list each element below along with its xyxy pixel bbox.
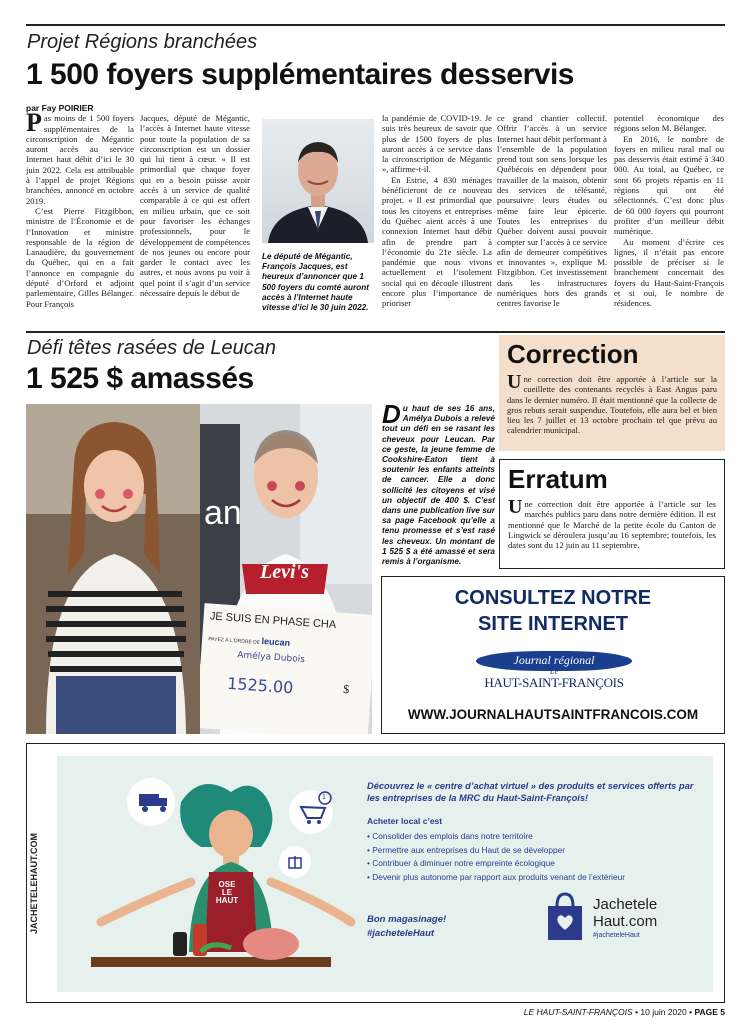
shirt-logo: Levi's (260, 561, 309, 583)
bullet-item: • Permettre aux entreprises du Haut de se développer (367, 844, 565, 855)
article1-column-3 (382, 113, 492, 328)
byline: par Fay POIRIER (26, 103, 94, 113)
paragraph: ce grand chantier collectif. Offrir l’accès à un service Internet haut débit performant à l’ensemble de la population prend tout son sens lorsque les Québécois en dépendent pour travailler de la maison, obtenir des services de télésanté, poursuivre leurs études ou même faire leur épicerie. Toutes les entreprises du Québec doivent aussi pouvoir compter sur l’accès à ce service afin de demeurer compétitives et innovantes », explique M. Fitzgibbon. Cet investissement dans les infrastructures numériques hors des grands centres favorise le (497, 113, 607, 309)
article1-column-2 (140, 113, 250, 328)
paragraph: as moins de 1 500 foyers supplémentaires de la circonscription de Mégantic auront accès au service Internet haut débit d’ici le 30 juin 2022. Cela est attribuable à l’appel de projet Régions branchées, annoncé en octobre 2019. (26, 113, 134, 206)
correction-title: Correction (507, 339, 639, 369)
cart-badge: 1 (322, 794, 326, 801)
ad-bullets (367, 830, 707, 884)
shop-local-ad (26, 743, 725, 1003)
vendor-illustration (81, 752, 361, 992)
apron-line: LE (221, 888, 233, 897)
portrait-photo (262, 119, 374, 243)
logo-name: HAUT-SAINT-FRANÇOIS (484, 675, 624, 690)
ad-intro: Découvrez le « centre d’achat virtuel » des produits et services offerts par les entreprises de la MRC du Haut-Saint-François! (367, 781, 694, 803)
section-rule (26, 331, 725, 333)
paragraph: Jacques, député de Mégantic, l’accès à Internet haute vitesse pour toute la population de sa circonscription est un dossier qui lui tient à cœur. « Il est primordial que chaque foyer qui en a besoin puisse avoir accès à un service de qualité comparable à ce qui est offert en milieu urbain, que ce soit pour favoriser les échanges professionnels, pour le développement de compétences de nos jeunes ou encore pour garder le contact avec les autres, et nous avons pu voir à quel point il s’agit d’un service nécessaire depuis le début de (140, 113, 250, 299)
cheque-dollar: $ (342, 681, 350, 697)
portrait-caption: Le député de Mégantic, François Jacques, est heureux d’annoncer que 1 500 foyers du comté auront accès à l’Internet haute vitesse d’ici le 30 juin 2022. (262, 252, 369, 313)
dropcap: D (382, 404, 401, 429)
article1-headline: 1 500 foyers supplémentaires desservis (26, 58, 574, 91)
article2-headline: 1 525 $ amassés (26, 362, 254, 395)
erratum-text (508, 496, 716, 551)
article2-kicker: Défi têtes rasées de Leucan (27, 337, 277, 359)
article1-kicker: Projet Régions branchées (27, 31, 258, 53)
apron-text (207, 881, 247, 905)
photo-before (26, 404, 201, 734)
dropcap: U (508, 496, 523, 518)
logo-line2[interactable]: Haut.com (593, 913, 658, 930)
dropcap: P (26, 108, 42, 138)
site-ad-line2: SITE INTERNET (477, 613, 628, 635)
erratum-box (499, 459, 725, 569)
bullet-item: • Contribuer à diminuer notre empreinte écologique (367, 858, 555, 868)
banner-text: an (204, 494, 242, 532)
paragraph: C’est Pierre Fitzgibbon, ministre de l’Économie et de l’Innovation et ministre responsable de la région de Lanaudière, du gouvernement du Québec, qui en a fait l’annonce en compagnie du député d’Orford et adjoint parlementaire, Gilles Bélanger. Pour François (26, 205, 134, 309)
correction-text (507, 371, 717, 436)
footer-paper: LE HAUT-SAINT-FRANÇOIS (523, 1007, 633, 1017)
top-rule (26, 24, 725, 26)
page-footer (480, 1007, 725, 1017)
paragraph: ne correction doit être apportée à l’article sur la cueillette des contenants recyclés à East Angus paru dans le dernier numéro. Il était mentionné que la collecte de gros rebuts serait suspendue. Toutefois, elle aura bel et bien lieu les 7 juillet et 13 octobre prochain tel que prévu au calendrier municipal. (507, 374, 717, 436)
ad-hashtag[interactable]: #jacheteleHaut (367, 928, 435, 939)
cheque-payto: PAYEZ À L'ORDRE DE (208, 636, 261, 646)
paragraph: Au moment d’écrire ces lignes, il n’était pas encore possible de préciser si le branchement concernait des foyers du Haut-Saint-François et si oui, le nombre de résidences. (614, 236, 724, 309)
paragraph: u haut de ses 16 ans, Amélya Dubois a relevé tout un défi en se rasant les cheveux pour Leucan. Par ce geste, la jeune femme de Cookshire-Eaton tient à soutenir les enfants atteints de cancer. Elle a donc sollicité les citoyens et visé un objectif de 400 $. C’est dans une publication live sur sa page Facebook qu’elle a tenu promesse et s’est rasé les cheveux. Un montant de 1 525 $ a été amassé et sera remis à l’organisme. (382, 404, 495, 567)
logo-line1: Jachetele (593, 896, 658, 913)
logo-top: Journal régional (513, 653, 595, 667)
paragraph: ne correction doit être apportée à l’article sur les marchés publics paru dans notre dernière édition. Il est mentionné que le Marché de la petite école du Canton de Lingwick se déroulera jusqu’au 16 septembre; toutefois, les dates sont du 12 juin au 11 septembre. (508, 499, 716, 551)
paragraph: En 2016, le nombre de foyers en milieu rural mal ou pas desservis était estimé à 340 000. Au total, au Québec, ce sont 66 projets répartis en 11 régions qui ont été sélectionnés. C’est donc plus de 60 000 foyers qui pourront profiter d’un meilleur débit numérique. (614, 133, 724, 237)
photo-after (200, 404, 372, 734)
paragraph: la pandémie de COVID-19. Je suis très heureux de savoir que plus de 1500 foyers de plus auront accès à ce service dans la circonscription de Mégantic », affirme-t-il. (382, 113, 492, 175)
apron-line: HAUT (215, 896, 239, 905)
dropcap: U (507, 371, 522, 393)
erratum-title: Erratum (508, 464, 608, 494)
correction-box (499, 335, 725, 451)
cheque-title: JE SUIS EN PHASE CHA (209, 610, 337, 632)
article1-column-1 (26, 103, 134, 328)
cheque-name: Amélya Dubois (236, 650, 306, 666)
ad-subhead: Acheter local c’est (367, 816, 443, 826)
article1-column-5 (614, 113, 724, 328)
apron-line: OSE (218, 880, 236, 889)
site-ad[interactable] (381, 576, 725, 734)
paragraph: potentiel économique des régions selon M. Bélanger. (614, 113, 724, 134)
journal-logo (476, 647, 632, 695)
cheque-org: leucan (261, 636, 291, 648)
ad-side-url: JACHETELEHAUT.COM (29, 832, 39, 934)
shopping-bag-icon (545, 892, 585, 942)
cheque-amount: 1525.00 (226, 673, 294, 698)
footer-page: PAGE 5 (694, 1007, 725, 1017)
paragraph: En Estrie, 4 830 ménages bénéficieront de ce nouveau projet. « Il est primordial que tous les citoyens et entreprises du Québec aient accès à une connexion Internet haut débit afin de prendre part à l’économie du 21e siècle. La pandémie que nous vivons actuellement et l’isolement social qui en découle illustrent encore plus l’importance de prioriser (382, 174, 492, 309)
site-ad-line1: CONSULTEZ NOTRE (454, 587, 652, 609)
logo-tag: #jacheteleHaut (593, 932, 640, 939)
bullet-item: • Devenir plus autonome par rapport aux produits venant de l’extérieur (367, 871, 625, 882)
article1-column-4 (497, 113, 607, 328)
footer-date: • 10 juin 2020 • (635, 1007, 693, 1017)
ad-bon: Bon magasinage! (367, 914, 447, 925)
logo-le: Le (550, 667, 558, 676)
article2-body (382, 404, 495, 574)
bullet-item: • Consolider des emplois dans notre territoire (367, 831, 533, 841)
cheque-sign (202, 610, 372, 734)
site-url[interactable]: WWW.JOURNALHAUTSAINTFRANCOIS.COM (407, 707, 699, 722)
